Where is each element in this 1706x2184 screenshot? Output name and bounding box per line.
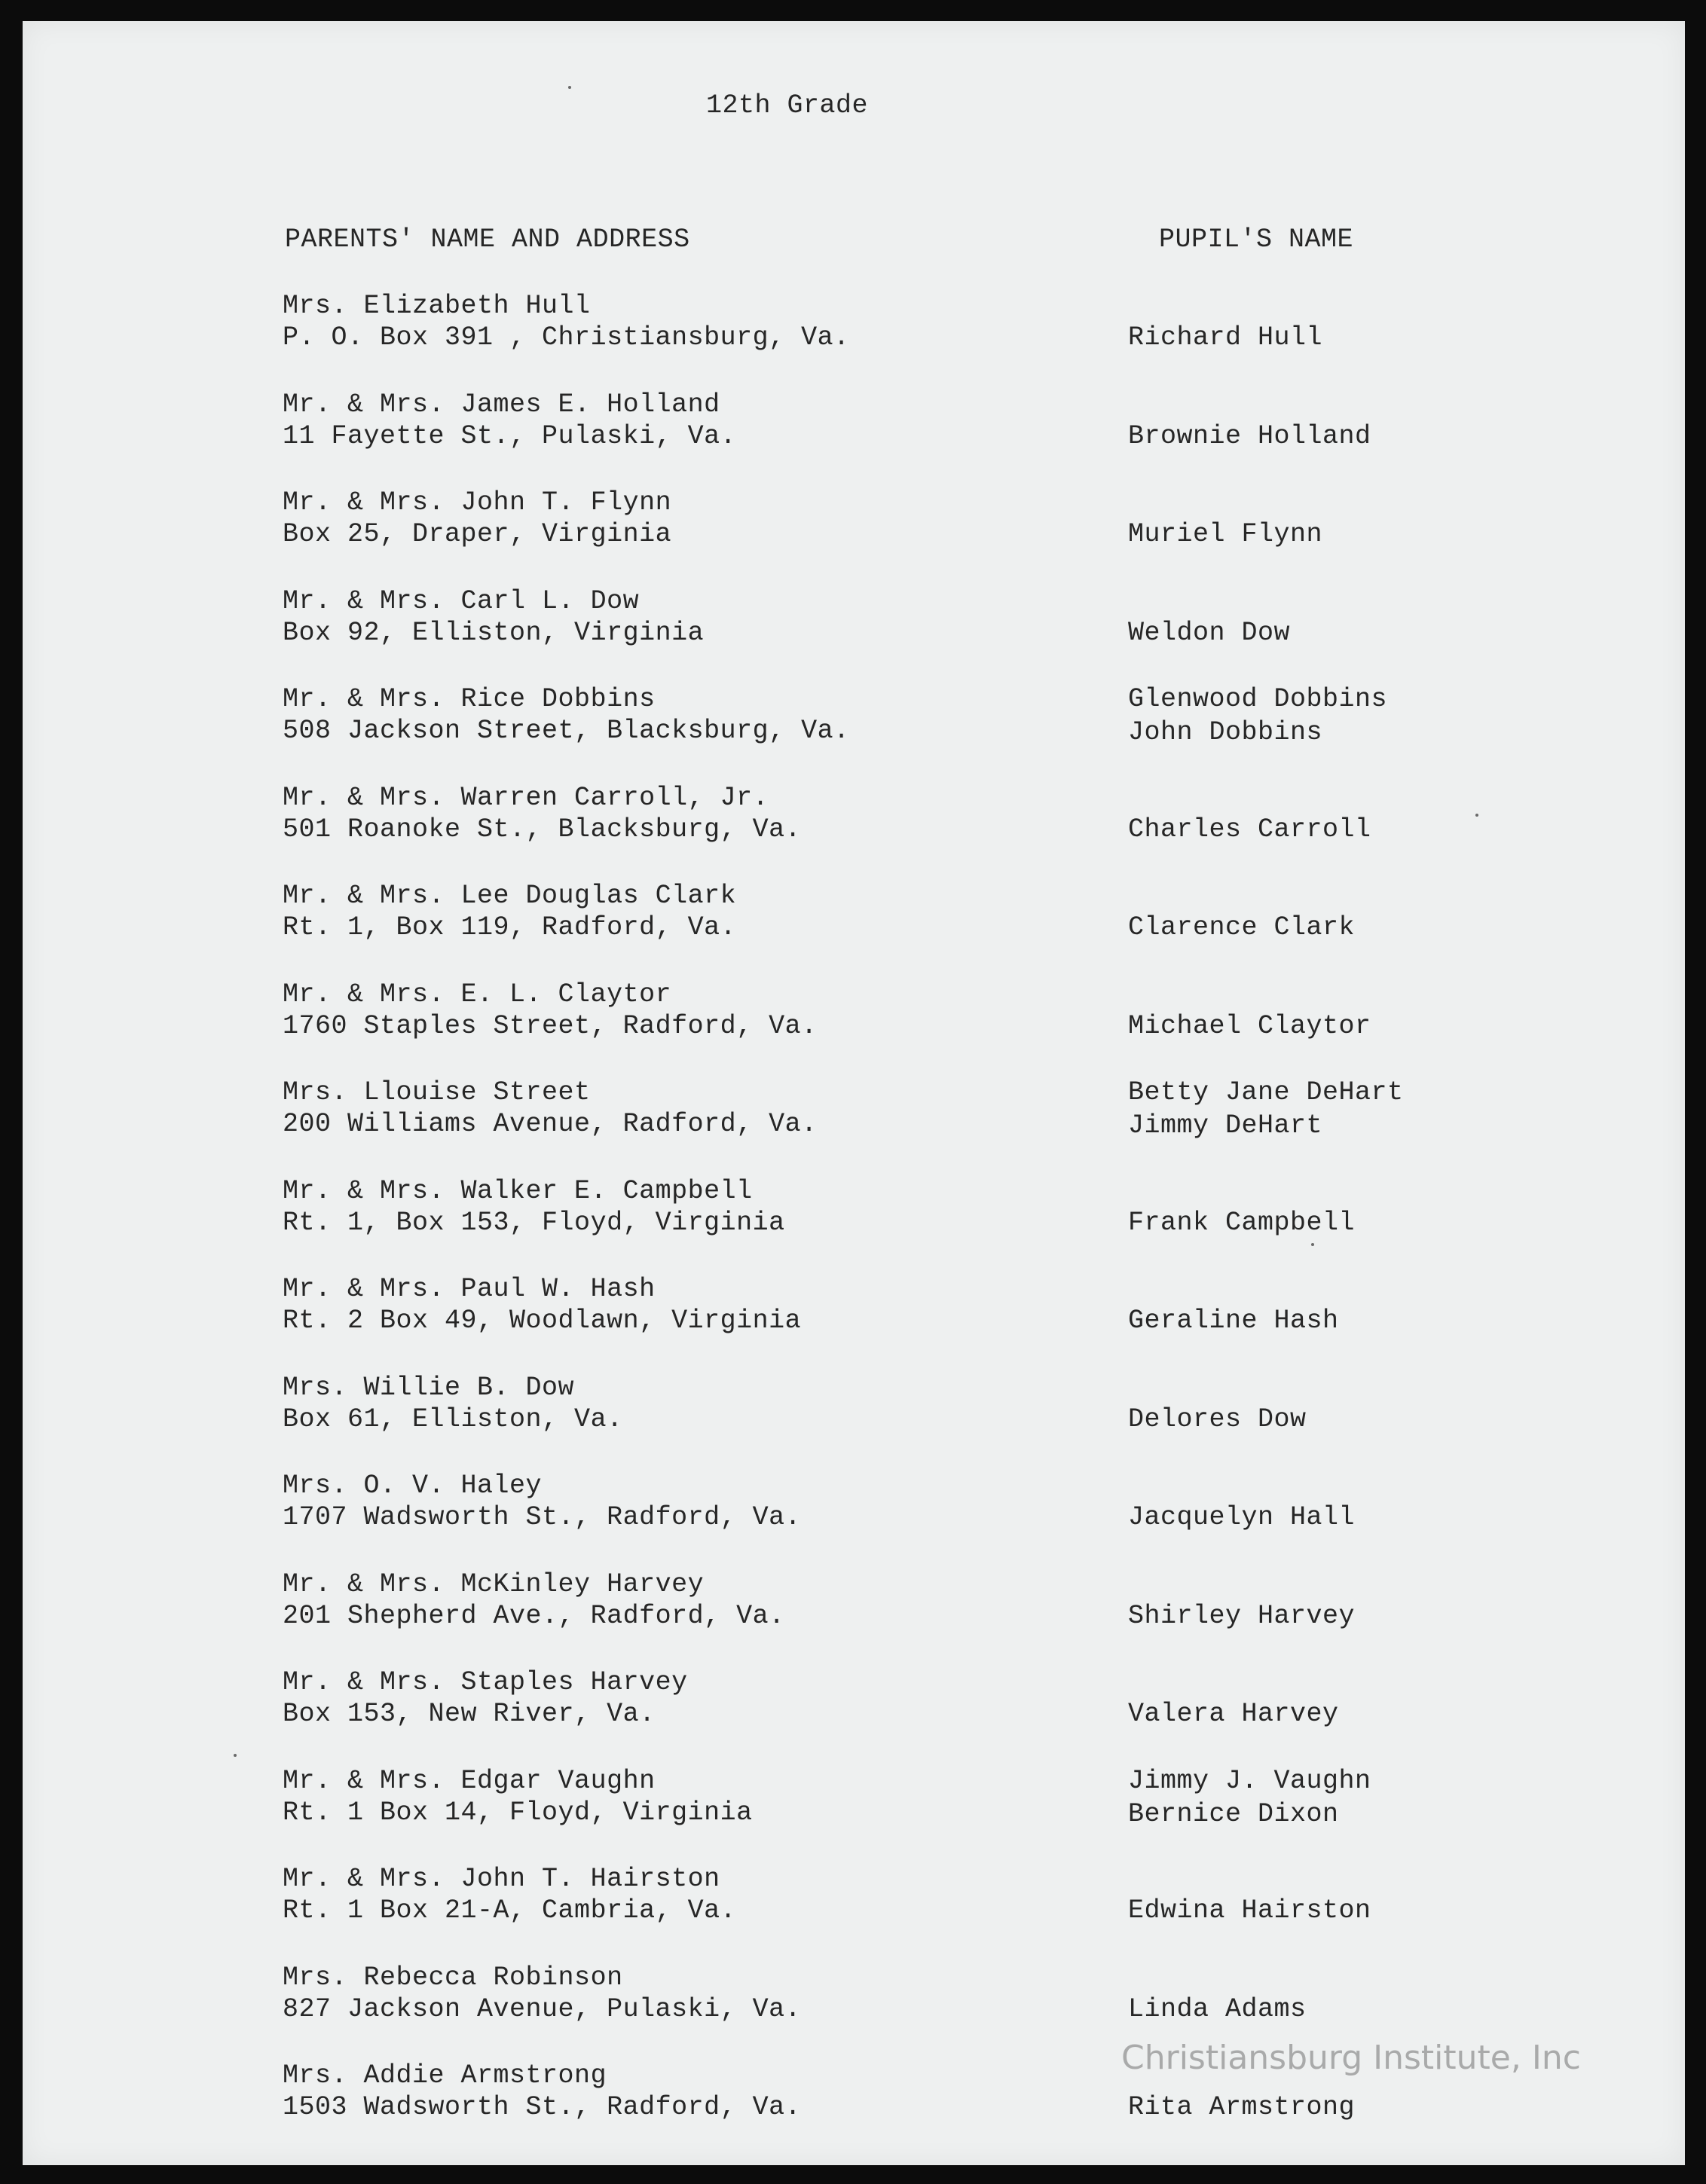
- pupil-list: [1128, 1010, 1371, 1043]
- pupil-name: Frank Campbell: [1128, 1208, 1356, 1238]
- parent-address: 827 Jackson Avenue, Pulaski, Va.: [283, 1994, 802, 2024]
- parent-address: 508 Jackson Street, Blacksburg, Va.: [283, 716, 850, 746]
- document-page: [23, 21, 1685, 2165]
- parent-address: Box 153, New River, Va.: [283, 1699, 656, 1729]
- pupil-list: [1128, 1599, 1355, 1633]
- pupil-list: [1128, 518, 1322, 551]
- parent-address: Rt. 1 Box 21-A, Cambria, Va.: [283, 1895, 737, 1926]
- pupil-name: Brownie Holland: [1128, 421, 1371, 451]
- list-item: [23, 1666, 1685, 1764]
- parent-name: Mr. & Mrs. John T. Hairston: [283, 1864, 720, 1894]
- list-item: [23, 585, 1685, 683]
- list-item: [23, 1076, 1685, 1174]
- pupil-list: [1128, 1403, 1307, 1436]
- pupil-name: Edwina Hairston: [1128, 1895, 1371, 1926]
- parent-name: Mr. & Mrs. Rice Dobbins: [283, 684, 656, 714]
- pupil-list: [1128, 1206, 1355, 1239]
- parent-address: 200 Williams Avenue, Radford, Va.: [283, 1109, 818, 1139]
- pupil-list: [1128, 1894, 1371, 1927]
- pupil-name: Clarence Clark: [1128, 912, 1356, 942]
- paper-speck: [234, 1754, 237, 1757]
- pupil-list: [1128, 2091, 1355, 2124]
- parent-name: Mrs. Elizabeth Hull: [283, 291, 591, 321]
- pupil-name: Geraline Hash: [1128, 1306, 1339, 1336]
- pupil-name: Betty Jane DeHart: [1128, 1077, 1404, 1107]
- parent-address: Box 61, Elliston, Va.: [283, 1404, 623, 1434]
- pupil-name: Glenwood Dobbins: [1128, 684, 1388, 714]
- pupil-list: [1128, 1076, 1404, 1142]
- parent-name: Mrs. Addie Armstrong: [283, 2060, 607, 2091]
- pupil-name: Rita Armstrong: [1128, 2092, 1356, 2122]
- list-item: [23, 486, 1685, 584]
- parent-name: Mrs. Rebecca Robinson: [283, 1963, 623, 1993]
- parent-name: Mrs. O. V. Haley: [283, 1471, 543, 1501]
- pupil-list: [1128, 1697, 1339, 1730]
- list-item: [23, 1371, 1685, 1469]
- column-header-parents: PARENTS' NAME AND ADDRESS: [285, 225, 690, 255]
- pupil-list: [1128, 683, 1387, 749]
- parent-name: Mr. & Mrs. James E. Holland: [283, 389, 720, 420]
- pupil-list: [1128, 813, 1371, 846]
- pupil-name: Jacquelyn Hall: [1128, 1502, 1356, 1532]
- column-header-pupil: PUPIL'S NAME: [1159, 225, 1354, 255]
- parent-address: 1707 Wadsworth St., Radford, Va.: [283, 1502, 802, 1532]
- pupil-name: Valera Harvey: [1128, 1699, 1339, 1729]
- pupil-list: [1128, 911, 1355, 944]
- parent-name: Mr. & Mrs. Warren Carroll, Jr.: [283, 783, 769, 813]
- list-item: [23, 683, 1685, 780]
- pupil-name: Michael Claytor: [1128, 1011, 1371, 1041]
- pupil-name: Richard Hull: [1128, 322, 1323, 353]
- pupil-list: [1128, 1764, 1371, 1831]
- parent-address: 1503 Wadsworth St., Radford, Va.: [283, 2092, 802, 2122]
- parent-address: Rt. 1, Box 119, Radford, Va.: [283, 912, 737, 942]
- list-item: [23, 289, 1685, 387]
- pupil-name: Muriel Flynn: [1128, 519, 1323, 549]
- paper-speck: [1475, 814, 1478, 817]
- parent-address: 1760 Staples Street, Radford, Va.: [283, 1011, 818, 1041]
- paper-speck: [1311, 1243, 1314, 1246]
- pupil-name: John Dobbins: [1128, 717, 1323, 747]
- parent-address: Rt. 2 Box 49, Woodlawn, Virginia: [283, 1306, 802, 1336]
- pupil-name: Linda Adams: [1128, 1994, 1307, 2024]
- pupil-name: Jimmy J. Vaughn: [1128, 1766, 1371, 1796]
- parent-name: Mr. & Mrs. John T. Flynn: [283, 487, 672, 518]
- pupil-name: Shirley Harvey: [1128, 1601, 1356, 1631]
- parent-name: Mr. & Mrs. McKinley Harvey: [283, 1569, 705, 1599]
- parent-name: Mr. & Mrs. Staples Harvey: [283, 1667, 688, 1697]
- list-item: [23, 388, 1685, 486]
- pupil-name: Jimmy DeHart: [1128, 1110, 1323, 1141]
- pupil-list: [1128, 420, 1371, 453]
- parent-name: Mr. & Mrs. Paul W. Hash: [283, 1274, 656, 1304]
- list-item: [23, 1764, 1685, 1862]
- parent-address: Rt. 1, Box 153, Floyd, Virginia: [283, 1208, 785, 1238]
- parent-address: Box 25, Draper, Virginia: [283, 519, 672, 549]
- parent-name: Mr. & Mrs. Edgar Vaughn: [283, 1766, 656, 1796]
- parent-address: 501 Roanoke St., Blacksburg, Va.: [283, 814, 802, 845]
- page-title: 12th Grade: [706, 90, 869, 121]
- pupil-list: [1128, 321, 1322, 354]
- paper-speck: [568, 86, 571, 89]
- list-item: [23, 879, 1685, 977]
- parent-address: Box 92, Elliston, Virginia: [283, 618, 705, 648]
- list-item: [23, 1174, 1685, 1272]
- watermark: Christiansburg Institute, Inc: [1121, 2039, 1581, 2077]
- parent-name: Mr. & Mrs. Walker E. Campbell: [283, 1176, 753, 1206]
- list-item: [23, 781, 1685, 879]
- parent-address: 201 Shepherd Ave., Radford, Va.: [283, 1601, 785, 1631]
- list-item: [23, 1862, 1685, 1960]
- pupil-name: Delores Dow: [1128, 1404, 1307, 1434]
- parent-name: Mr. & Mrs. Carl L. Dow: [283, 586, 640, 616]
- list-item: [23, 1469, 1685, 1567]
- pupil-name: Charles Carroll: [1128, 814, 1371, 845]
- list-item: [23, 1568, 1685, 1666]
- pupil-name: Weldon Dow: [1128, 618, 1291, 648]
- list-item: [23, 1272, 1685, 1370]
- pupil-name: Bernice Dixon: [1128, 1799, 1339, 1829]
- parent-name: Mr. & Mrs. Lee Douglas Clark: [283, 881, 737, 911]
- parent-address: Rt. 1 Box 14, Floyd, Virginia: [283, 1798, 753, 1828]
- parent-address: 11 Fayette St., Pulaski, Va.: [283, 421, 737, 451]
- pupil-list: [1128, 1993, 1307, 2026]
- parent-name: Mrs. Willie B. Dow: [283, 1373, 575, 1403]
- parent-name: Mrs. Llouise Street: [283, 1077, 591, 1107]
- pupil-list: [1128, 616, 1290, 649]
- pupil-list: [1128, 1304, 1339, 1337]
- parent-name: Mr. & Mrs. E. L. Claytor: [283, 979, 672, 1010]
- pupil-list: [1128, 1501, 1355, 1534]
- parent-address: P. O. Box 391 , Christiansburg, Va.: [283, 322, 850, 353]
- list-item: [23, 978, 1685, 1076]
